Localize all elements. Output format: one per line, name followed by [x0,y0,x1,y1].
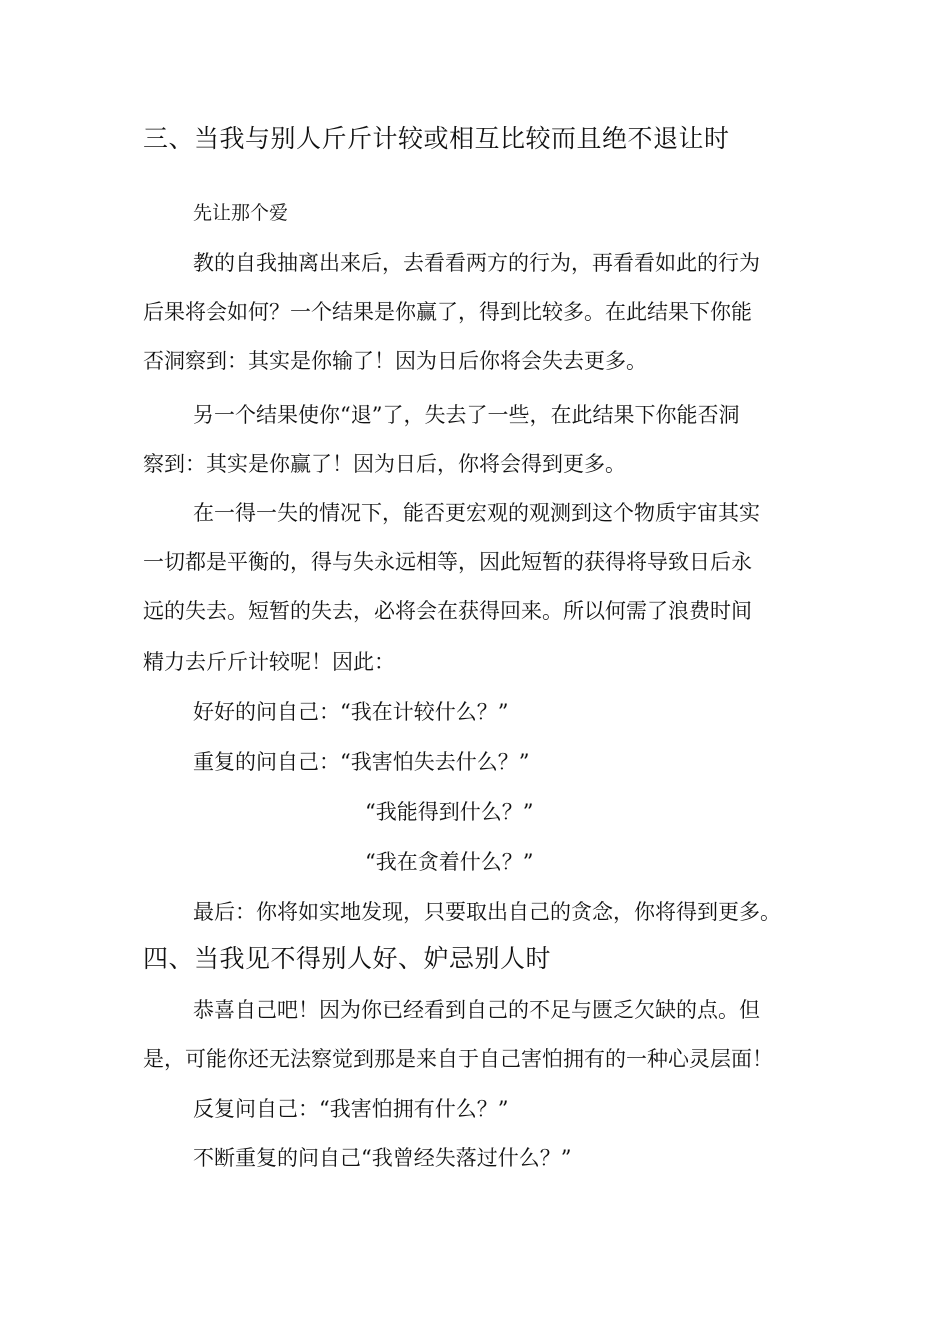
paragraph-line: 察到：其实是你赢了！因为日后，你将会得到更多。 [143,452,626,476]
paragraph-line: 教的自我抽离出来后，去看看两方的行为，再看看如此的行为 [193,251,760,275]
paragraph-line: 最后：你将如实地发现，只要取出自己的贪念，你将得到更多。 [193,900,781,924]
paragraph-line: 后果将会如何？一个结果是你赢了，得到比较多。在此结果下你能 [143,300,752,324]
paragraph-line: 一切都是平衡的，得与失永远相等，因此短暂的获得将导致日后永 [143,550,752,574]
paragraph-line: 远的失去。短暂的失去，必将会在获得回来。所以何需了浪费时间 [143,599,752,623]
section-4-heading: 四、当我见不得别人好、妒忌别人时 [143,944,552,973]
paragraph-line: 是，可能你还无法察觉到那是来自于自己害怕拥有的一种心灵层面！ [143,1047,773,1071]
section-3-heading: 三、当我与别人斤斤计较或相互比较而且绝不退让时 [143,124,730,153]
question-line: “我能得到什么？” [365,800,534,824]
question-line: 反复问自己：“我害怕拥有什么？” [193,1097,509,1121]
paragraph-line: 精力去斤斤计较呢！因此： [143,650,395,674]
question-line: 好好的问自己：“我在计较什么？” [193,700,509,724]
paragraph-line: 先让那个爱 [193,202,289,224]
paragraph-line: 另一个结果使你“退”了，失去了一些，在此结果下你能否洞 [193,403,740,427]
paragraph-line: 在一得一失的情况下，能否更宏观的观测到这个物质宇宙其实 [193,501,760,525]
question-line: “我在贪着什么？” [365,850,534,874]
question-line: 不断重复的问自己“我曾经失落过什么？” [193,1146,572,1170]
question-line: 重复的问自己：“我害怕失去什么？” [193,750,530,774]
paragraph-line: 恭喜自己吧！因为你已经看到自己的不足与匮乏欠缺的点。但 [193,998,760,1022]
paragraph-line: 否洞察到：其实是你输了！因为日后你将会失去更多。 [143,349,647,373]
